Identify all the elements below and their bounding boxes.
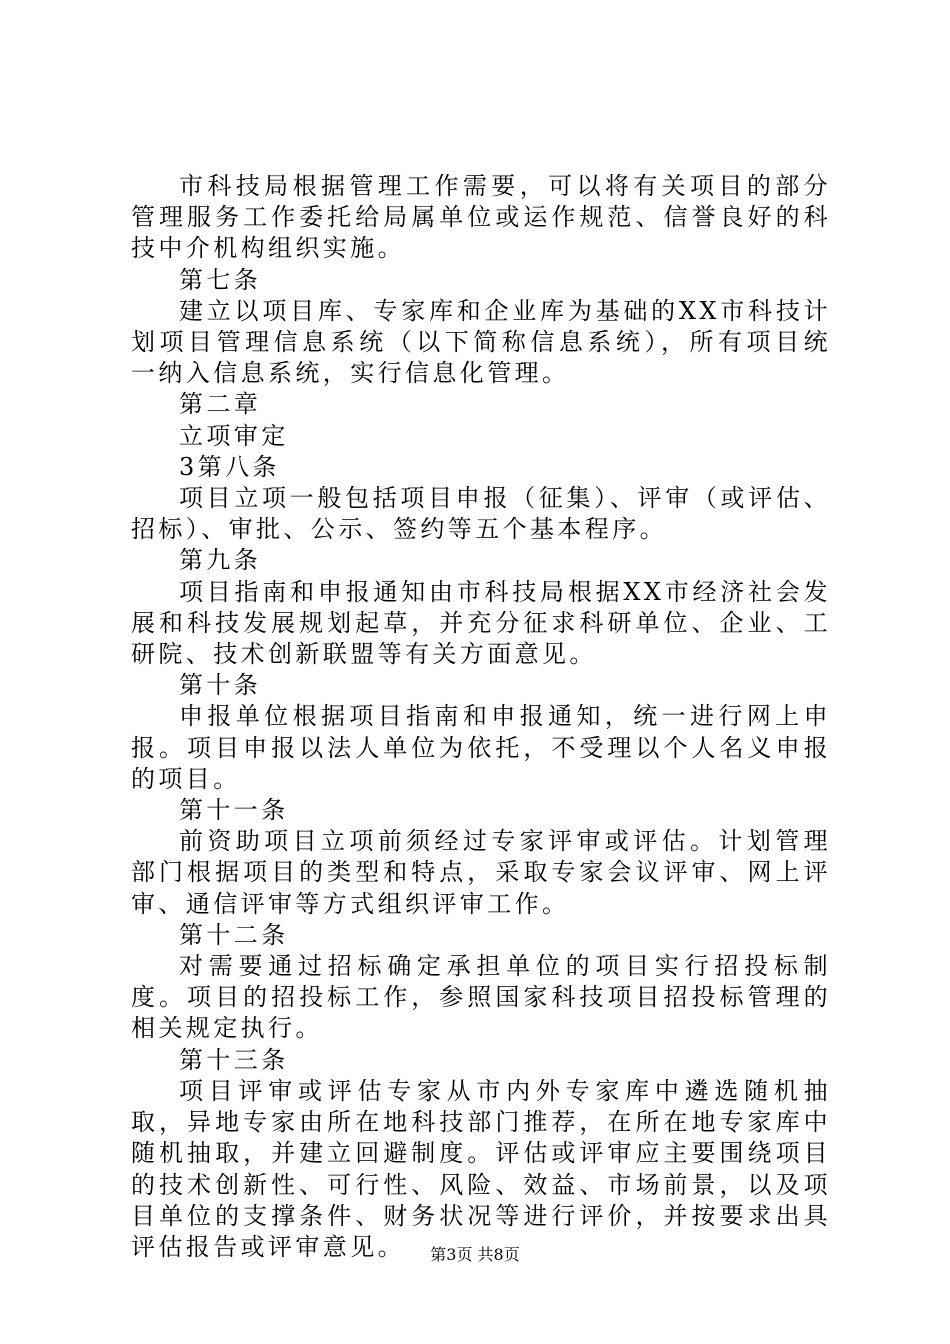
article-heading: 第十条 xyxy=(179,671,262,700)
paragraph: 项目立项一般包括项目申报（征集）、评审（或评估、招标）、审批、公示、签约等五个基本程序。 xyxy=(131,484,831,544)
paragraph: 前资助项目立项前须经过专家评审或评估。计划管理部门根据项目的类型和特点，采取专家会议评审、网上评审、通信评审等方式组织评审工作。 xyxy=(131,827,831,918)
article-heading: 第七条 xyxy=(179,265,262,294)
paragraph: 项目评审或评估专家从市内外专家库中遴选随机抽取，异地专家由所在地科技部门推荐，在所在地专家库中随机抽取，并建立回避制度。评估或评审应主要围绕项目的技术创新性、可行性、风险、效益、市场前景，以及项目单位的支撑条件、财务状况等进行评价，并按要求出具评估报告或评审意见。 xyxy=(131,1076,831,1261)
article-heading: 第九条 xyxy=(179,546,262,575)
paragraph: 项目指南和申报通知由市科技局根据XX市经济社会发展和科技发展规划起草，并充分征求科研单位、企业、工研院、技术创新联盟等有关方面意见。 xyxy=(131,577,831,669)
document-body xyxy=(131,171,831,1263)
paragraph: 申报单位根据项目指南和申报通知，统一进行网上申报。项目申报以法人单位为依托，不受理以个人名义申报的项目。 xyxy=(131,702,831,793)
article-heading: 第十一条 xyxy=(179,796,289,825)
paragraph: 市科技局根据管理工作需要，可以将有关项目的部分管理服务工作委托给局属单位或运作规范、信誉良好的科技中介机构组织实施。 xyxy=(131,172,831,263)
article-heading: 第十三条 xyxy=(179,1045,289,1074)
paragraph: 对需要通过招标确定承担单位的项目实行招投标制度。项目的招投标工作，参照国家科技项目招投标管理的相关规定执行。 xyxy=(131,952,831,1043)
chapter-title: 立项审定 xyxy=(179,421,289,450)
page-number-footer: 第3页 共8页 xyxy=(430,1245,520,1264)
paragraph: 建立以项目库、专家库和企业库为基础的XX市科技计划项目管理信息系统（以下简称信息系统），所有项目统一纳入信息系统，实行信息化管理。 xyxy=(131,296,831,388)
article-heading: 第十二条 xyxy=(179,920,289,949)
chapter-heading: 第二章 xyxy=(179,390,262,419)
article-heading: 3第八条 xyxy=(179,452,280,481)
